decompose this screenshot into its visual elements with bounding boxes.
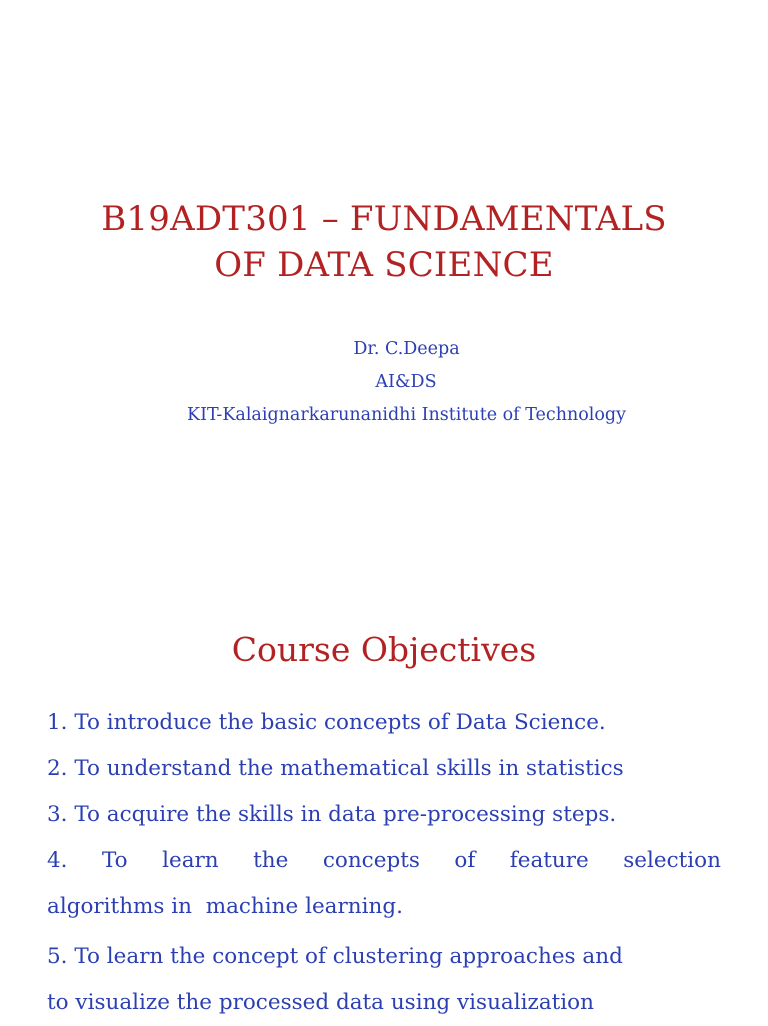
course-title-line-2: OF DATA SCIENCE (214, 245, 554, 285)
objective-4-line-1 (47, 838, 721, 884)
objective-4-word: the (253, 848, 289, 873)
objective-4-word: To (102, 848, 128, 873)
objective-4-word: 4. (47, 848, 68, 873)
objective-4-word: feature (509, 848, 589, 873)
author-institute: KIT-Kalaignarkarunanidhi Institute of Technology (187, 405, 626, 425)
objectives-slide (0, 600, 768, 1024)
objective-4-line-2: algorithms in machine learning. (47, 894, 403, 919)
objectives-list (47, 700, 721, 1026)
course-title-line-1: B19ADT301 – FUNDAMENTALS (101, 199, 667, 239)
objective-4-word: learn (162, 848, 219, 873)
objective-5-line-2: to visualize the processed data using visualization (47, 990, 594, 1015)
objective-4-word: selection (623, 848, 721, 873)
author-department: AI&DS (375, 372, 437, 392)
author-name: Dr. C.Deepa (353, 339, 460, 359)
objective-4-word: concepts (322, 848, 420, 873)
objectives-heading: Course Objectives (231, 630, 537, 669)
course-title (0, 196, 768, 288)
objective-4-word: of (454, 848, 476, 873)
objective-3: 3. To acquire the skills in data pre-processing steps. (47, 802, 617, 827)
author-block (0, 333, 768, 432)
objective-2: 2. To understand the mathematical skills in statistics (47, 756, 624, 781)
objective-1: 1. To introduce the basic concepts of Data Science. (47, 710, 606, 735)
objective-5-line-1: 5. To learn the concept of clustering approaches and (47, 944, 623, 969)
